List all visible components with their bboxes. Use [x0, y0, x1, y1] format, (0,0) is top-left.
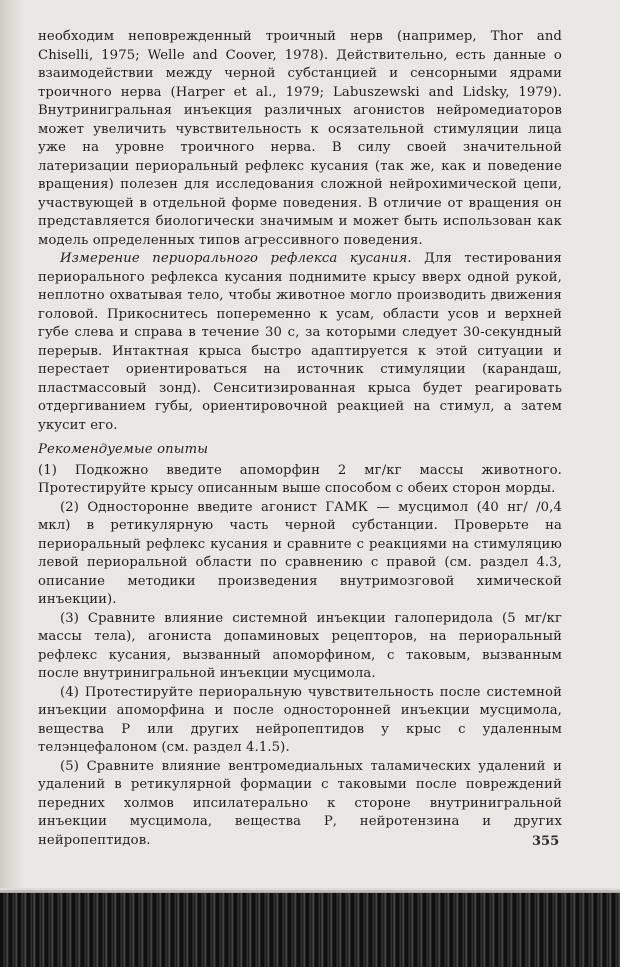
- book-bottom-edge: [0, 893, 620, 967]
- section-heading: Рекомендуемые опыты: [38, 442, 209, 457]
- experiment-2: (2) Односторонне введите агонист ГАМК — мусцимол (40 нг/ /0,4 мкл) в ретикулярную часть черной субстанции. Проверьте на периоральный рефлекс кусания и сравните с реакциями на стимуляцию левой периоральной области по сравнению с правой (см. раздел 4.3, описание методики произведения внутримозговой химической инъекции).: [38, 499, 562, 607]
- experiment-4: (4) Протестируйте периоральную чувствительность после системной инъекции апоморфина и после односторонней инъекции мусцимола, вещества Р или других нейропептидов у крыс с удаленным телэнцефалоном (см. раздел 4.1.5).: [38, 684, 562, 755]
- text-column: [38, 28, 562, 850]
- experiment-3: (3) Сравните влияние системной инъекции галоперидола (5 мг/кг массы тела), агониста допаминовых рецепторов, на периоральный рефлекс кусания, вызванный апоморфином, с таковым, вызванным после внутринигральной инъекции мусцимола.: [38, 610, 562, 681]
- intro-paragraph: необходим неповрежденный троичный нерв (например, Thor and Chiselli, 1975; Welle and Coover, 1978). Действительно, есть данные о взаимодействии между черной субстанцией и сенсорными ядрами троичного нерва (Harper et al., 1979; Labuszewski and Lidsky, 1979). Внутринигральная инъекция различных агонистов нейромедиаторов может увеличить чувствительность к осязательной стимуляции лица уже на уровне троичного нерва. В силу своей значительной латеризации периоральный рефлекс кусания (так же, как и поведение вращения) полезен для исследования сложной нейрохимической цепи, участвующей в отдельной форме поведения. В отличие от вращения он представляется биологически значимым и может быть использован как модель определенных типов агрессивного поведения.: [38, 29, 562, 248]
- method-lead: Измерение периорального рефлекса кусания.: [60, 251, 412, 266]
- method-text: Для тестирования периорального рефлекса кусания поднимите крысу вверх одной рукой, неплотно охватывая тело, чтобы животное могло производить движения головой. Прикоснитесь попеременно к усам, области усов и верхней губе слева и справа в течение 30 с, за которыми следует 30-секундный перерыв. Интактная крыса быстро адаптируется к этой ситуации и перестает ориентироваться на источник стимуляции (карандаш, пластмассовый зонд). Сенситизированная крыса будет реагировать отдергиванием губы, ориентировочной реакцией на стимул, а затем укусит его.: [38, 251, 562, 433]
- page-number: 355: [532, 834, 560, 849]
- method-paragraph: [38, 250, 562, 435]
- experiment-5: (5) Сравните влияние вентромедиальных таламических удалений и удалений в ретикулярной формации с таковыми после повреждений передних холмов ипсилатерально к стороне внутринигральной инъекции мусцимола, вещества Р, нейротензина и других нейропептидов.: [38, 758, 562, 848]
- spine-shadow: [0, 0, 22, 893]
- experiment-1: (1) Подкожно введите апоморфин 2 мг/кг массы животного. Протестируйте крысу описанным выше способом с обеих сторон морды.: [38, 462, 562, 496]
